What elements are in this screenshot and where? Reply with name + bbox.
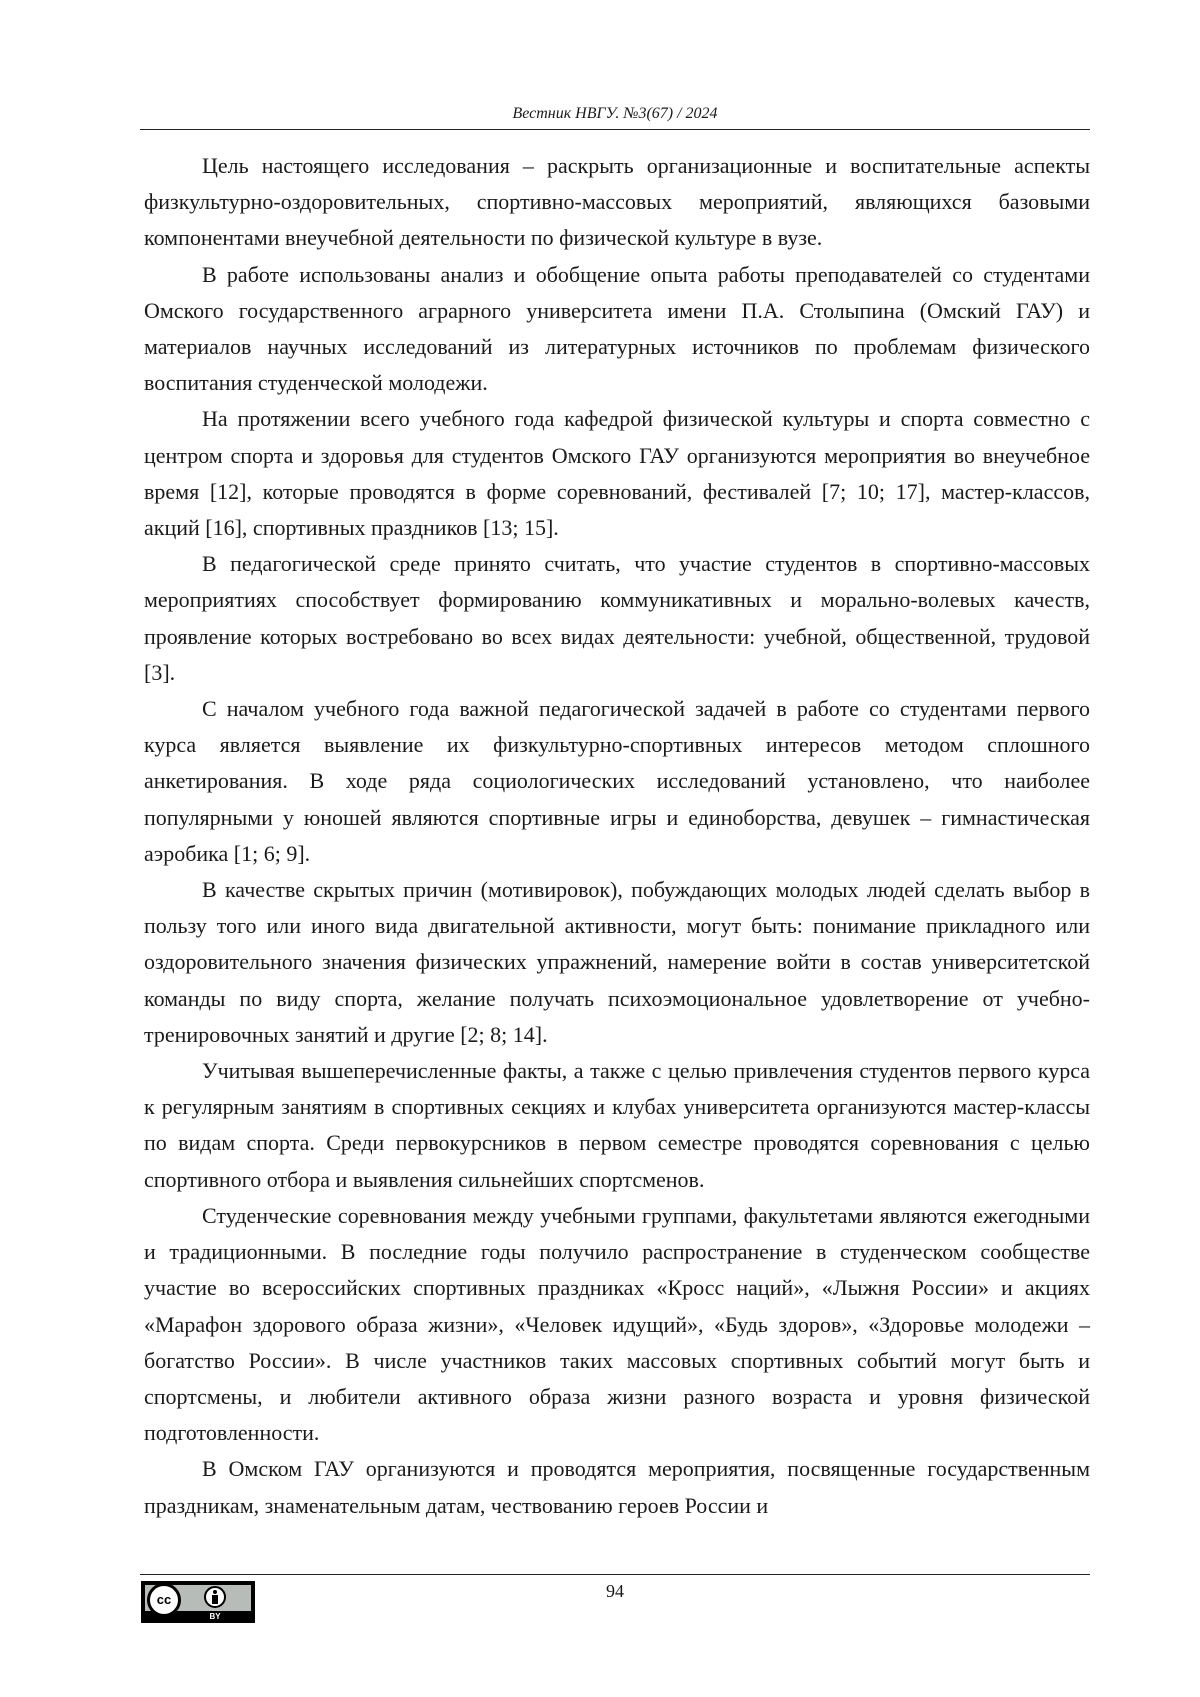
creative-commons-icon: cc xyxy=(147,1583,181,1617)
paragraph-6: В качестве скрытых причин (мотивировок), побуждающих молодых людей сделать выбор в пользу того или иного вида двигательной активности, могут быть: понимание прикладного или оздоровительного значения физических упражнений, намерение войти в состав университетской команды по виду спорта, желание получать психоэмоциональное удовлетворение от учебно-тренировочных занятий и другие [2; 8; 14]. xyxy=(144,872,1090,1053)
attribution-icon-body xyxy=(212,1595,218,1604)
cc-by-license-badge xyxy=(141,1581,255,1623)
article-body xyxy=(144,148,1090,1524)
attribution-icon-head xyxy=(213,1590,217,1594)
footer-divider xyxy=(140,1574,1090,1575)
header-divider xyxy=(140,129,1090,130)
journal-header-title: Вестник НВГУ. №3(67) / 2024 xyxy=(140,104,1090,124)
paragraph-2: В работе использованы анализ и обобщение опыта работы преподавателей со студентами Омского государственного аграрного университета имени П.А. Столыпина (Омский ГАУ) и материалов научных исследований из литературных источников по проблемам физического воспитания студенческой молодежи. xyxy=(144,257,1090,402)
paragraph-3: На протяжении всего учебного года кафедрой физической культуры и спорта совместно с центром спорта и здоровья для студентов Омского ГАУ организуются мероприятия во внеучебное время [12], которые проводятся в форме соревнований, фестивалей [7; 10; 17], мастер-классов, акций [16], спортивных праздников [13; 15]. xyxy=(144,401,1090,546)
page-number: 94 xyxy=(560,1580,670,1602)
paragraph-4: В педагогической среде принято считать, что участие студентов в спортивно-массовых мероприятиях способствует формированию коммуникативных и морально-волевых качеств, проявление которых востребовано во всех видах деятельности: учебной, общественной, трудовой [3]. xyxy=(144,546,1090,691)
paragraph-9: В Омском ГАУ организуются и проводятся мероприятия, посвященные государственным праздникам, знаменательным датам, чествованию героев России и xyxy=(144,1451,1090,1523)
paragraph-1: Цель настоящего исследования – раскрыть организационные и воспитательные аспекты физкультурно-оздоровительных, спортивно-массовых мероприятий, являющихся базовыми компонентами внеучебной деятельности по физической культуре в вузе. xyxy=(144,148,1090,257)
cc-by-label: BY xyxy=(202,1612,228,1622)
attribution-icon xyxy=(204,1586,226,1608)
paragraph-8: Студенческие соревнования между учебными группами, факультетами являются ежегодными и традиционными. В последние годы получило распространение в студенческом сообществе участие во всероссийских спортивных праздниках «Кросс наций», «Лыжня России» и акциях «Марафон здорового образа жизни», «Человек идущий», «Будь здоров», «Здоровье молодежи – богатство России». В числе участников таких массовых спортивных событий могут быть и спортсмены, и любители активного образа жизни разного возраста и уровня физической подготовленности. xyxy=(144,1198,1090,1451)
paragraph-7: Учитывая вышеперечисленные факты, а также с целью привлечения студентов первого курса к регулярным занятиям в спортивных секциях и клубах университета организуются мастер-классы по видам спорта. Среди первокурсников в первом семестре проводятся соревнования с целью спортивного отбора и выявления сильнейших спортсменов. xyxy=(144,1053,1090,1198)
paragraph-5: С началом учебного года важной педагогической задачей в работе со студентами первого курса является выявление их физкультурно-спортивных интересов методом сплошного анкетирования. В ходе ряда социологических исследований установлено, что наиболее популярными у юношей являются спортивные игры и единоборства, девушек – гимнастическая аэробика [1; 6; 9]. xyxy=(144,691,1090,872)
